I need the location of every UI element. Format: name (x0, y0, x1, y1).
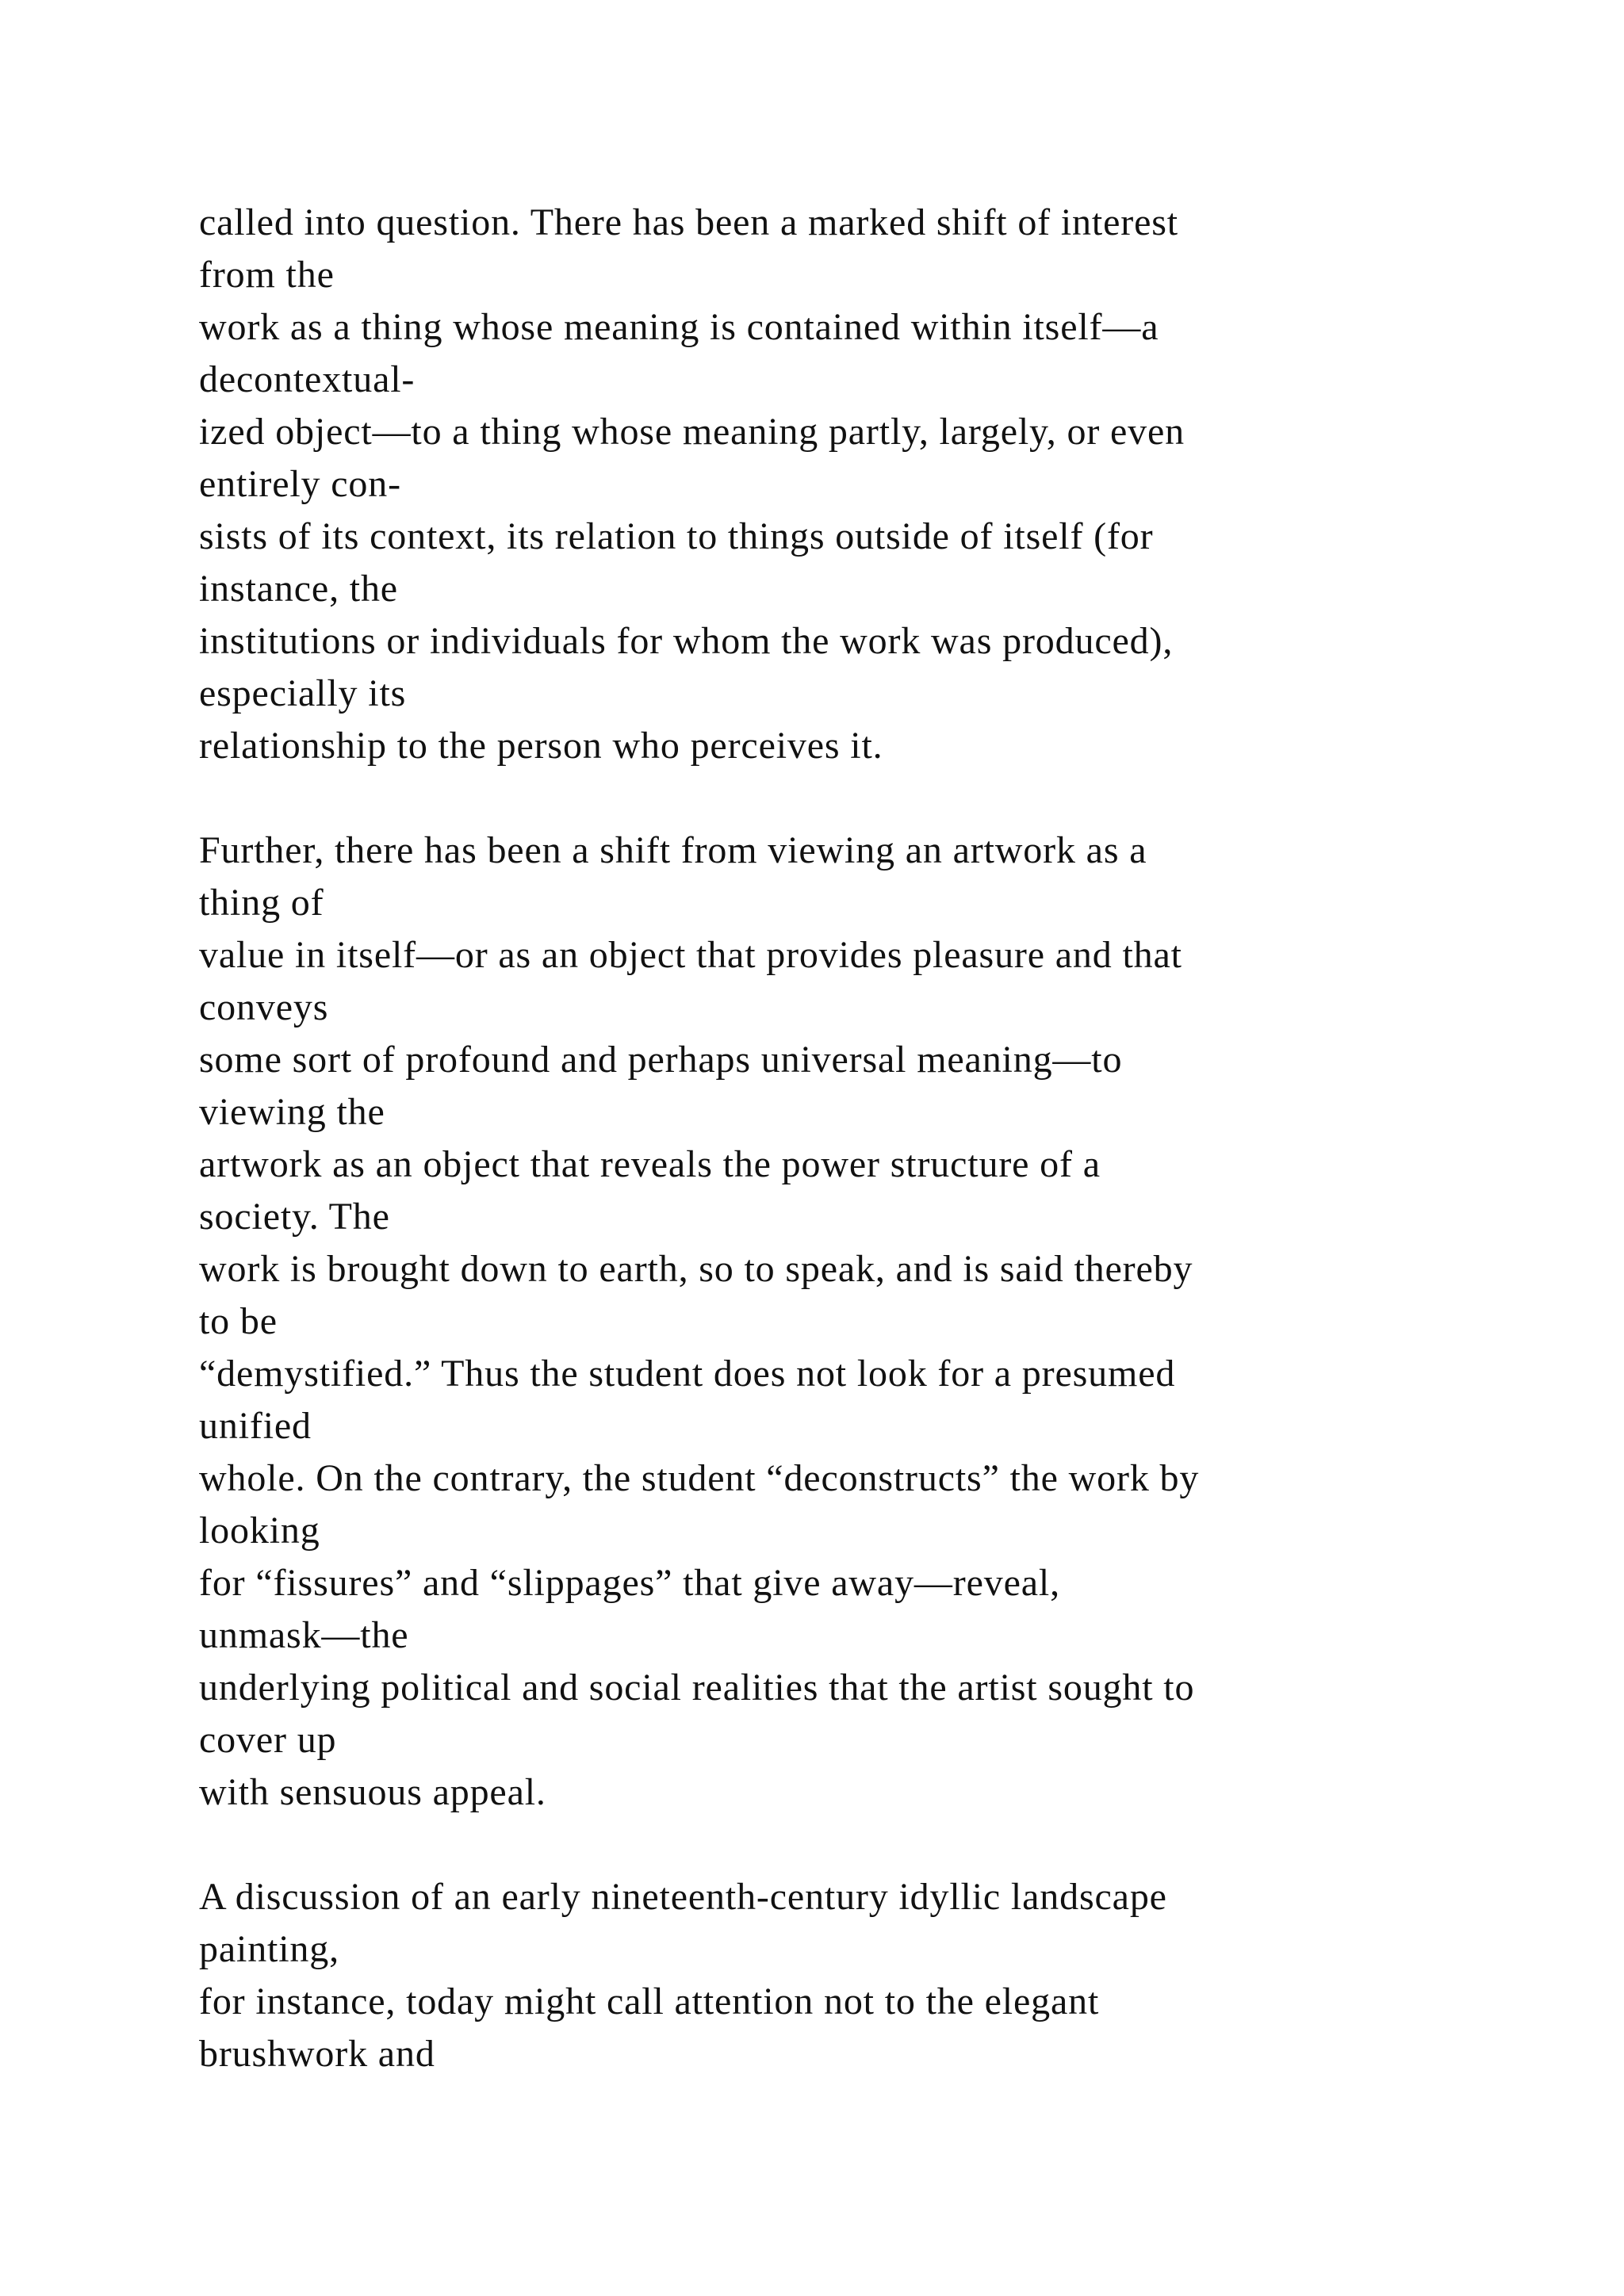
text-line: thing of (199, 882, 324, 924)
text-line: painting, (199, 1928, 339, 1970)
text-line: sists of its context, its relation to things outside of itself (for (199, 515, 1154, 557)
text-line: looking (199, 1510, 320, 1552)
text-line: society. The (199, 1196, 390, 1238)
text-line: for “fissures” and “slippages” that give away—reveal, (199, 1562, 1060, 1604)
text-line: for instance, today might call attention not to the elegant (199, 1980, 1100, 2022)
text-line: brushwork and (199, 2033, 435, 2075)
text-line: from the (199, 254, 335, 296)
text-line: work is brought down to earth, so to speak, and is said thereby (199, 1248, 1193, 1290)
text-line: ized object—to a thing whose meaning partly, largely, or even (199, 411, 1185, 453)
text-line: work as a thing whose meaning is contained within itself—a (199, 306, 1159, 348)
text-line: artwork as an object that reveals the power structure of a (199, 1143, 1101, 1185)
text-line: institutions or individuals for whom the work was produced), (199, 620, 1174, 662)
text-line: Further, there has been a shift from viewing an artwork as a (199, 829, 1147, 871)
text-line: whole. On the contrary, the student “deconstructs” the work by (199, 1457, 1200, 1499)
text-line: underlying political and social realities that the artist sought to (199, 1667, 1195, 1709)
text-line: “demystified.” Thus the student does not look for a presumed (199, 1353, 1176, 1395)
text-line: cover up (199, 1719, 337, 1761)
paragraph-2 (199, 825, 1547, 1819)
paragraph-3 (199, 1871, 1547, 2080)
text-line: decontextual- (199, 358, 416, 400)
paragraph-1 (199, 197, 1547, 772)
text-line: some sort of profound and perhaps universal meaning—to (199, 1039, 1123, 1081)
text-line: especially its (199, 672, 407, 714)
text-line: unified (199, 1405, 312, 1447)
text-line: viewing the (199, 1091, 385, 1133)
body-text (199, 197, 1547, 2080)
text-line: called into question. There has been a marked shift of interest (199, 201, 1178, 243)
text-line: unmask—the (199, 1614, 409, 1656)
text-line: to be (199, 1300, 278, 1342)
text-line: relationship to the person who perceives it. (199, 725, 883, 767)
text-line: instance, the (199, 568, 398, 610)
text-line: entirely con- (199, 463, 401, 505)
text-line: A discussion of an early nineteenth-century idyllic landscape (199, 1876, 1167, 1918)
text-line: value in itself—or as an object that provides pleasure and that (199, 934, 1182, 976)
text-line: conveys (199, 986, 329, 1028)
text-line: with sensuous appeal. (199, 1771, 546, 1813)
